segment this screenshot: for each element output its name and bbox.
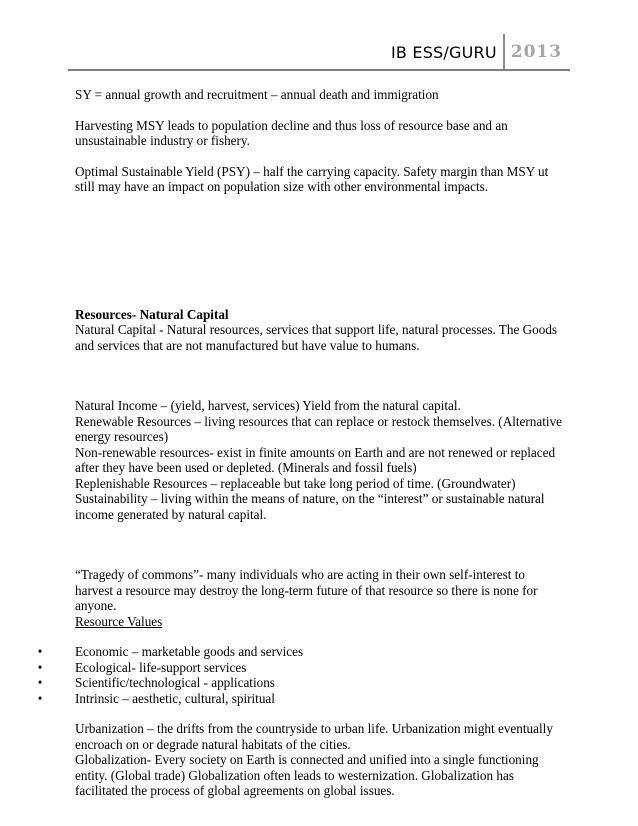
bullet-icon: • xyxy=(37,675,43,690)
header-divider xyxy=(503,34,505,70)
document-body xyxy=(37,87,565,799)
natural-capital-definition: Natural Capital - Natural resources, services that support life, natural processes. The Goods and services that are not manufactured but have value to humans. xyxy=(75,322,558,353)
list-item xyxy=(37,690,565,707)
list-item xyxy=(37,644,565,660)
section-heading-natural-capital: Resources- Natural Capital xyxy=(75,306,229,322)
list-item-text: Intrinsic – aesthetic, cultural, spiritual xyxy=(75,690,275,706)
urbanization-paragraph: Urbanization – the drifts from the countryside to urban life. Urbanization might eventually encroach on or degrade natural habitats of the cities. xyxy=(75,721,553,752)
list-item-text: Economic – marketable goods and services xyxy=(75,644,304,659)
resource-values-heading: Resource Values xyxy=(75,613,163,629)
bullet-icon: • xyxy=(37,644,43,659)
bullet-icon: • xyxy=(37,659,43,675)
globalization-paragraph: Globalization- Every society on Earth is connected and unified into a single functioning entity. (Global trade) Globalization often leads to westernization. Globalization has facilitated the process of global agreements on global issues. xyxy=(75,752,539,798)
msy-paragraph: Harvesting MSY leads to population decline and thus loss of resource base and an unsustainable industry or fishery. xyxy=(75,117,508,148)
bullet-icon: • xyxy=(37,690,43,706)
header-title: IB ESS/GURU xyxy=(391,42,497,62)
definition-renewable: Renewable Resources – living resources that can replace or restock themselves. (Alternative energy resources) xyxy=(75,413,563,444)
osy-paragraph: Optimal Sustainable Yield (PSY) – half the carrying capacity. Safety margin than MSY ut still may have an impact on population size with other environmental impacts. xyxy=(75,163,549,194)
resource-values-list xyxy=(37,644,565,706)
header-rule xyxy=(68,69,570,71)
definition-non-renewable: Non-renewable resources- exist in finite amounts on Earth and are not renewed or replaced after they have been used or depleted. (Minerals and fossil fuels) xyxy=(75,444,556,475)
definition-sustainability: Sustainability – living within the means of nature, on the “interest” or sustainable natural income generated by natural capital. xyxy=(75,491,545,522)
tragedy-of-commons: “Tragedy of commons”- many individuals who are acting in their own self-interest to harvest a resource may destroy the long-term future of that resource so there is none for anyone. xyxy=(75,567,538,613)
sy-definition: SY = annual growth and recruitment – annual death and immigration xyxy=(75,87,439,102)
list-item-text: Ecological- life-support services xyxy=(75,659,247,675)
definition-replenishable: Replenishable Resources – replaceable but take long period of time. (Groundwater) xyxy=(75,475,516,491)
page-header xyxy=(391,37,562,67)
header-year: 2013 xyxy=(510,42,563,62)
list-item xyxy=(37,675,565,691)
definition-natural-income: Natural Income – (yield, harvest, services) Yield from the natural capital. xyxy=(75,398,461,413)
list-item-text: Scientific/technological - applications xyxy=(75,675,275,690)
list-item xyxy=(37,659,565,676)
